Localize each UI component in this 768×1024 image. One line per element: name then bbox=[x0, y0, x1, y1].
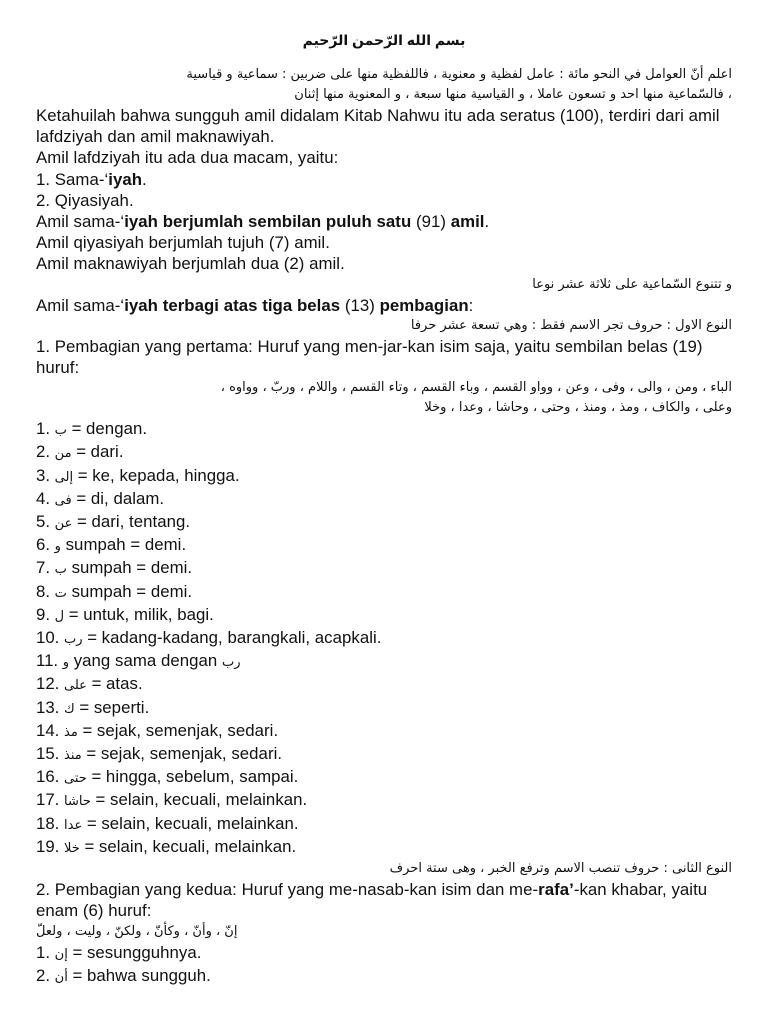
section-2-title-c: -kan khabar, yaitu enam (6) huruf: bbox=[36, 880, 708, 921]
division-13-line bbox=[36, 295, 732, 316]
inna-list bbox=[36, 942, 732, 988]
list-item-arabic: من bbox=[54, 446, 72, 462]
list-item-arabic-2: رب bbox=[221, 655, 241, 671]
list-item-meaning: = dengan. bbox=[66, 419, 148, 439]
list-item bbox=[36, 697, 732, 720]
section-2-title-b: rafa’ bbox=[538, 880, 574, 900]
list-item-arabic: ب bbox=[54, 423, 67, 439]
list-item-number: 11. bbox=[36, 651, 59, 671]
list-item-meaning: = untuk, milik, bagi. bbox=[64, 604, 214, 624]
section-2-title bbox=[36, 879, 732, 921]
list-item-meaning: = kadang-kadang, barangkali, acapkali. bbox=[82, 628, 382, 648]
list-item-number: 5. bbox=[36, 512, 50, 532]
division-13-b: iyah terbagi atas tiga belas bbox=[124, 295, 341, 315]
list-item-arabic: عن bbox=[54, 516, 73, 532]
list-item-arabic: ب bbox=[54, 562, 67, 578]
list-item-meaning: = hingga, sebelum, sampai. bbox=[86, 767, 299, 787]
amil-lafdziyah-intro: Amil lafdziyah itu ada dua macam, yaitu: bbox=[36, 148, 339, 168]
list-item-meaning: sumpah = demi. bbox=[60, 535, 187, 555]
list-item bbox=[36, 441, 732, 464]
intro-paragraph: Ketahuilah bahwa sungguh amil didalam Kitab Nahwu itu ada seratus (100), terdiri dari amil lafdziyah dan amil maknawiyah. bbox=[36, 106, 720, 147]
list-item bbox=[36, 581, 732, 604]
list-item-number: 16. bbox=[36, 767, 60, 787]
intro-arabic-line-2: ، فالسّماعية منها احد و تسعون عاملا ، و القياسية منها سبعة ، و المعنوية منها إثنان bbox=[294, 87, 732, 102]
type-item-1-text: 1. Sama-‘ bbox=[36, 169, 109, 189]
amil-maknawiyah-count: Amil maknawiyah berjumlah dua (2) amil. bbox=[36, 254, 345, 274]
list-item-arabic: ل bbox=[54, 608, 65, 624]
list-item-number: 1. bbox=[36, 419, 50, 439]
arabic-list-1-line-1: الباء ، ومن ، والى ، وفى ، وعن ، وواو القسم ، وباء القسم ، وتاء القسم ، واللام ، وربّ ، وواوه ، bbox=[220, 380, 732, 396]
list-item-number: 6. bbox=[36, 535, 50, 555]
list-item-number: 9. bbox=[36, 604, 50, 624]
list-item-number: 2. bbox=[36, 965, 50, 985]
huruf-jar-list bbox=[36, 418, 732, 859]
division-13-e: : bbox=[468, 295, 474, 315]
list-item-number: 18. bbox=[36, 813, 60, 833]
list-item bbox=[36, 488, 732, 511]
amil-qiyasiyah-count: Amil qiyasiyah berjumlah tujuh (7) amil. bbox=[36, 233, 330, 253]
list-item bbox=[36, 766, 732, 789]
list-item-arabic: و bbox=[54, 539, 61, 555]
list-item-arabic: حاشا bbox=[64, 794, 91, 810]
list-item bbox=[36, 673, 732, 696]
intro-arabic-line-1: اعلم أنّ العوامل في النحو مائة : عامل لفظية و معنوية ، فاللفظية منها على ضربين : سماعية و قياسية bbox=[186, 67, 732, 82]
list-item-meaning: = selain, kecuali, melainkan. bbox=[79, 836, 297, 856]
list-item-arabic: عدا bbox=[64, 817, 83, 833]
arabic-type-1-heading: النوع الاول : حروف تجر الاسم فقط : وهي تسعة عشر حرفا bbox=[410, 317, 732, 333]
list-item-number: 4. bbox=[36, 488, 50, 508]
list-item-arabic: فى bbox=[54, 492, 72, 508]
amil-count-91-b: iyah berjumlah sembilan puluh satu bbox=[124, 212, 412, 232]
list-item-arabic: إلى bbox=[54, 469, 74, 485]
list-item-arabic: حتى bbox=[64, 771, 87, 787]
list-item-number: 13. bbox=[36, 697, 60, 717]
list-item bbox=[36, 813, 732, 836]
list-item-number: 19. bbox=[36, 836, 60, 856]
list-item-meaning: = atas. bbox=[86, 674, 143, 694]
list-item bbox=[36, 465, 732, 488]
list-item-meaning: = di, dalam. bbox=[71, 488, 165, 508]
list-item bbox=[36, 511, 732, 534]
list-item-arabic: أن bbox=[54, 969, 68, 985]
list-item-meaning: yang sama dengan bbox=[69, 651, 222, 671]
list-item bbox=[36, 557, 732, 580]
list-item-number: 17. bbox=[36, 790, 60, 810]
list-item-meaning: = sejak, semenjak, sedari. bbox=[77, 720, 279, 740]
list-item-arabic: و bbox=[62, 655, 70, 671]
list-item-number: 10. bbox=[36, 628, 60, 648]
list-item-meaning: = seperti. bbox=[74, 697, 150, 717]
list-item-number: 2. bbox=[36, 442, 50, 462]
list-item-number: 12. bbox=[36, 674, 60, 694]
arabic-types-line: و تتنوع السّماعية على ثلاثة عشر نوعا bbox=[532, 276, 732, 292]
division-13-d: pembagian bbox=[379, 295, 469, 315]
list-item-meaning: = ke, kepada, hingga. bbox=[73, 465, 240, 485]
amil-count-91-c: (91) bbox=[411, 212, 451, 232]
list-item bbox=[36, 604, 732, 627]
list-item-arabic: مذ bbox=[64, 724, 78, 740]
section-2-title-a: 2. Pembagian yang kedua: Huruf yang me-nasab-kan isim dan me- bbox=[36, 880, 539, 900]
list-item bbox=[36, 534, 732, 557]
list-item-number: 14. bbox=[36, 720, 60, 740]
list-item-meaning: = sejak, semenjak, sedari. bbox=[81, 744, 283, 764]
list-item bbox=[36, 942, 732, 965]
list-item-meaning: = sesungguhnya. bbox=[67, 942, 202, 962]
arabic-list-2: إنّ ، وأنّ ، وكأنّ ، ولكنّ ، وليت ، ولعلّ bbox=[36, 923, 238, 939]
list-item-meaning: = dari. bbox=[71, 442, 124, 462]
division-13-a: Amil sama-‘ bbox=[36, 295, 125, 315]
amil-count-91-a: Amil sama-‘ bbox=[36, 212, 125, 232]
list-item-meaning: = selain, kecuali, melainkan. bbox=[90, 790, 308, 810]
arabic-type-2-heading: النوع الثانى : حروف تنصب الاسم وترفع الخبر ، وهى ستة احرف bbox=[389, 861, 732, 877]
division-13-c: (13) bbox=[340, 295, 380, 315]
basmalah-heading: بسم الله الرّحمن الرّحيم bbox=[302, 32, 466, 48]
list-item-number: 1. bbox=[36, 942, 50, 962]
list-item bbox=[36, 650, 732, 673]
list-item-arabic: رب bbox=[64, 632, 83, 648]
amil-count-91-d: amil bbox=[450, 212, 485, 232]
list-item-arabic: ت bbox=[54, 585, 67, 601]
list-item-meaning: = dari, tentang. bbox=[72, 512, 191, 532]
list-item-arabic: إن bbox=[54, 946, 68, 962]
list-item-arabic: خلا bbox=[64, 840, 80, 856]
list-item-meaning: sumpah = demi. bbox=[66, 581, 193, 601]
list-item bbox=[36, 720, 732, 743]
type-item-1-bold: iyah bbox=[108, 169, 143, 189]
list-item-meaning: = bahwa sungguh. bbox=[67, 965, 211, 985]
list-item bbox=[36, 627, 732, 650]
list-item-number: 7. bbox=[36, 558, 50, 578]
list-item bbox=[36, 965, 732, 988]
type-item-2: 2. Qiyasiyah. bbox=[36, 190, 134, 210]
list-item-arabic: ك bbox=[64, 701, 75, 717]
type-item-1 bbox=[36, 169, 732, 190]
list-item-meaning: = selain, kecuali, melainkan. bbox=[82, 813, 299, 833]
type-item-1-end: . bbox=[142, 169, 147, 189]
amil-count-91 bbox=[36, 211, 732, 232]
arabic-list-1-line-2: وعلى ، والكاف ، ومذ ، ومنذ ، وحتى ، وحاشا ، وعدا ، وخلا bbox=[424, 400, 732, 416]
list-item bbox=[36, 836, 732, 859]
list-item-number: 8. bbox=[36, 581, 50, 601]
list-item-number: 3. bbox=[36, 465, 50, 485]
list-item bbox=[36, 789, 732, 812]
list-item-arabic: على bbox=[64, 678, 87, 694]
list-item-number: 15. bbox=[36, 744, 60, 764]
list-item bbox=[36, 743, 732, 766]
list-item-meaning: sumpah = demi. bbox=[66, 558, 193, 578]
section-1-title: 1. Pembagian yang pertama: Huruf yang men-jar-kan isim saja, yaitu sembilan belas (19) huruf: bbox=[36, 336, 703, 378]
list-item bbox=[36, 418, 732, 441]
list-item-arabic: منذ bbox=[64, 748, 82, 764]
amil-count-91-e: . bbox=[484, 212, 490, 232]
